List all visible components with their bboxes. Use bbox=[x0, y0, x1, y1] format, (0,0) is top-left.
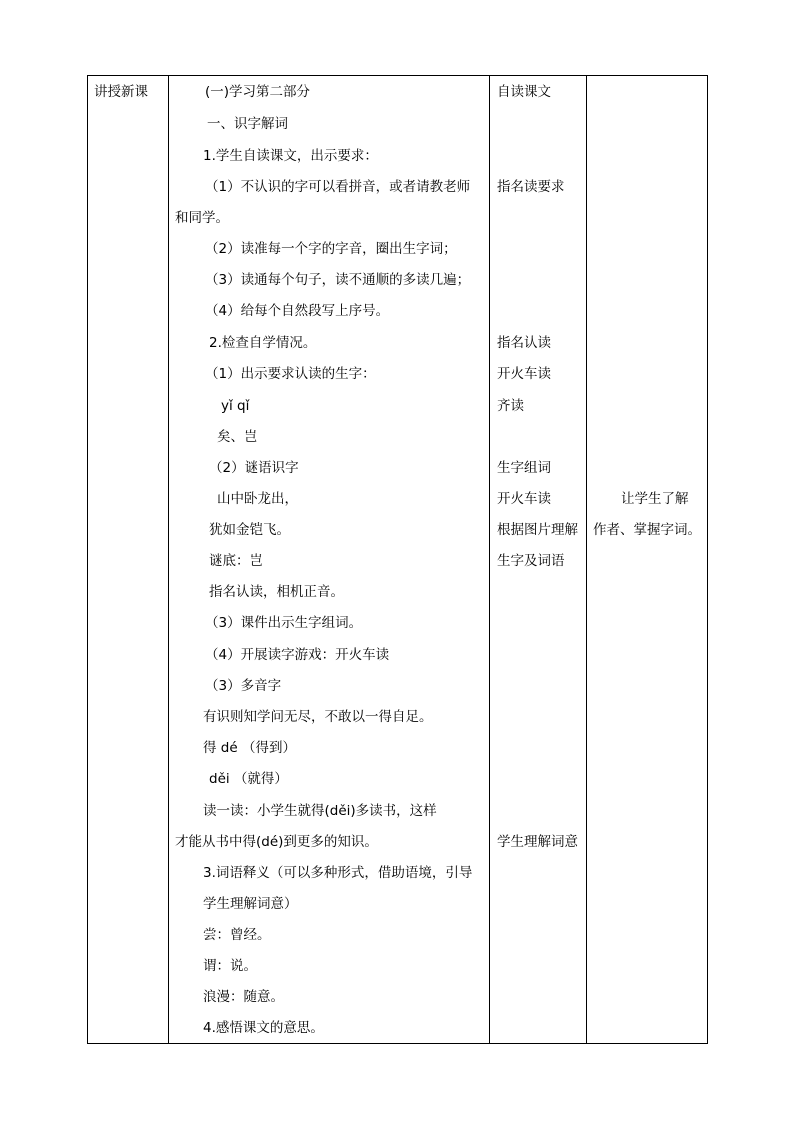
content-line: 矣、岂 bbox=[217, 429, 258, 445]
activity-line: 生字及词语 bbox=[497, 553, 565, 569]
content-line: (一)学习第二部分 bbox=[205, 84, 311, 100]
content-cell bbox=[169, 76, 490, 1044]
purpose-line: 作者、掌握字词。 bbox=[593, 522, 701, 538]
content-line: 4.感悟课文的意思。 bbox=[203, 1020, 324, 1036]
content-line: （3）多音字 bbox=[205, 678, 282, 694]
row-label: 讲授新课 bbox=[94, 84, 148, 100]
content-line: 谜底：岂 bbox=[209, 553, 263, 569]
content-line: （1）不认识的字可以看拼音，或者请教老师 bbox=[205, 179, 471, 195]
purpose-line: 让学生了解 bbox=[621, 491, 689, 507]
activity-line: 学生理解词意 bbox=[497, 834, 578, 850]
activity-line: 开火车读 bbox=[497, 366, 551, 382]
content-line: （2）谜语识字 bbox=[209, 460, 299, 476]
content-line: 浪漫：随意。 bbox=[203, 989, 284, 1005]
activity-line: 齐读 bbox=[497, 398, 524, 414]
content-line: 才能从书中得(dé)到更多的知识。 bbox=[175, 834, 378, 850]
activity-line: 开火车读 bbox=[497, 491, 551, 507]
content-line: 犹如金铠飞。 bbox=[209, 522, 290, 538]
content-line: 得 dé （得到） bbox=[203, 740, 296, 756]
content-line: 有识则知学问无尽，不敢以一得自足。 bbox=[203, 709, 433, 725]
content-line: （4）给每个自然段写上序号。 bbox=[205, 303, 390, 319]
design-purpose-cell bbox=[587, 76, 708, 1044]
content-line: （3）读通每个句子，读不通顺的多读几遍； bbox=[205, 272, 471, 288]
content-line: （3）课件出示生字组词。 bbox=[205, 615, 363, 631]
activity-line: 根据图片理解 bbox=[497, 522, 578, 538]
activity-line: 生字组词 bbox=[497, 460, 551, 476]
activity-line: 指名读要求 bbox=[497, 179, 565, 195]
content-line: （2）读准每一个字的字音，圈出生字词； bbox=[205, 241, 457, 257]
stage-cell bbox=[88, 76, 169, 1044]
content-line: 和同学。 bbox=[175, 210, 229, 226]
content-line: （1）出示要求认读的生字： bbox=[205, 366, 376, 382]
content-line: （4）开展读字游戏：开火车读 bbox=[205, 647, 390, 663]
table-row bbox=[88, 76, 708, 1044]
activity-line: 指名认读 bbox=[497, 335, 551, 351]
lesson-plan-table bbox=[87, 75, 708, 1044]
content-line: 山中卧龙出， bbox=[217, 491, 298, 507]
content-line: 3.词语释义（可以多种形式，借助语境，引导 bbox=[203, 865, 473, 881]
activity-line: 自读课文 bbox=[497, 84, 551, 100]
content-line: 学生理解词意） bbox=[203, 896, 298, 912]
content-line: 指名认读，相机正音。 bbox=[209, 584, 344, 600]
content-line: 一、识字解词 bbox=[207, 116, 288, 132]
student-activity-cell bbox=[490, 76, 587, 1044]
content-line: yǐ qǐ bbox=[221, 398, 250, 414]
content-line: 1.学生自读课文，出示要求： bbox=[203, 148, 378, 164]
content-line: 2.检查自学情况。 bbox=[209, 335, 317, 351]
content-line: 读一读：小学生就得(děi)多读书，这样 bbox=[203, 803, 437, 819]
content-line: děi （就得） bbox=[209, 771, 288, 787]
content-line: 尝：曾经。 bbox=[203, 927, 271, 943]
content-line: 谓：说。 bbox=[203, 958, 257, 974]
